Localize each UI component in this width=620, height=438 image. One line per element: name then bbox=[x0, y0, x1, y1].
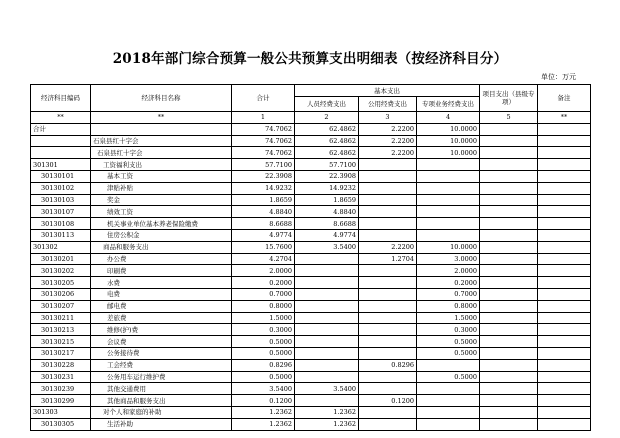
cell-personnel: 14.9232 bbox=[295, 182, 359, 194]
cell-name: 会议费 bbox=[91, 336, 232, 348]
cell-code: 合计 bbox=[31, 123, 91, 135]
cell-total: 0.1200 bbox=[232, 395, 295, 407]
header-code: 经济科目编码 bbox=[31, 85, 91, 112]
index-cell: ** bbox=[31, 112, 91, 124]
cell-project bbox=[480, 406, 538, 418]
cell-total: 2.0000 bbox=[232, 265, 295, 277]
budget-table bbox=[30, 84, 591, 431]
header-basic: 基本支出 bbox=[295, 85, 480, 97]
index-cell: 3 bbox=[359, 112, 417, 124]
cell-name: 机关事业单位基本养老保险缴费 bbox=[91, 218, 232, 230]
cell-name: 石泉县红十字会 bbox=[91, 147, 232, 159]
cell-project bbox=[480, 147, 538, 159]
cell-remark bbox=[538, 147, 591, 159]
cell-personnel: 22.3908 bbox=[295, 170, 359, 182]
cell-code: 30130201 bbox=[31, 253, 91, 265]
cell-public bbox=[359, 300, 417, 312]
cell-project bbox=[480, 253, 538, 265]
cell-special bbox=[417, 395, 480, 407]
table-row bbox=[31, 277, 591, 289]
cell-personnel bbox=[295, 336, 359, 348]
cell-public: 0.1200 bbox=[359, 395, 417, 407]
cell-total: 0.3000 bbox=[232, 324, 295, 336]
cell-special: 3.0000 bbox=[417, 253, 480, 265]
cell-code: 30130305 bbox=[31, 418, 91, 430]
cell-remark bbox=[538, 359, 591, 371]
cell-special: 10.0000 bbox=[417, 147, 480, 159]
cell-total: 4.9774 bbox=[232, 229, 295, 241]
cell-personnel: 57.7100 bbox=[295, 159, 359, 171]
cell-code: 30130217 bbox=[31, 347, 91, 359]
index-cell: ** bbox=[538, 112, 591, 124]
header-special: 专项业务经费支出 bbox=[417, 97, 480, 112]
cell-special bbox=[417, 206, 480, 218]
cell-total: 0.2000 bbox=[232, 277, 295, 289]
cell-total: 22.3908 bbox=[232, 170, 295, 182]
cell-remark bbox=[538, 406, 591, 418]
cell-code: 301302 bbox=[31, 241, 91, 253]
cell-name: 公务用车运行维护费 bbox=[91, 371, 232, 383]
cell-public: 2.2200 bbox=[359, 147, 417, 159]
cell-public bbox=[359, 347, 417, 359]
cell-public: 0.8296 bbox=[359, 359, 417, 371]
cell-total: 57.7100 bbox=[232, 159, 295, 171]
cell-name: 差旅费 bbox=[91, 312, 232, 324]
cell-project bbox=[480, 182, 538, 194]
cell-remark bbox=[538, 418, 591, 430]
cell-public bbox=[359, 218, 417, 230]
cell-special bbox=[417, 406, 480, 418]
cell-special: 0.2000 bbox=[417, 277, 480, 289]
cell-remark bbox=[538, 159, 591, 171]
cell-code bbox=[31, 135, 91, 147]
cell-project bbox=[480, 324, 538, 336]
cell-project bbox=[480, 418, 538, 430]
cell-project bbox=[480, 336, 538, 348]
cell-public bbox=[359, 170, 417, 182]
cell-special bbox=[417, 383, 480, 395]
cell-code: 30130215 bbox=[31, 336, 91, 348]
cell-code: 30130211 bbox=[31, 312, 91, 324]
cell-total: 3.5400 bbox=[232, 383, 295, 395]
cell-project bbox=[480, 395, 538, 407]
table-row bbox=[31, 418, 591, 430]
cell-code: 30130202 bbox=[31, 265, 91, 277]
index-cell: 5 bbox=[480, 112, 538, 124]
cell-public: 2.2200 bbox=[359, 135, 417, 147]
cell-personnel: 62.4862 bbox=[295, 147, 359, 159]
cell-total: 14.9232 bbox=[232, 182, 295, 194]
cell-total: 0.5000 bbox=[232, 347, 295, 359]
cell-remark bbox=[538, 336, 591, 348]
cell-personnel bbox=[295, 395, 359, 407]
cell-public: 2.2200 bbox=[359, 123, 417, 135]
cell-name: 印刷费 bbox=[91, 265, 232, 277]
cell-total: 0.5000 bbox=[232, 336, 295, 348]
cell-name: 住房公积金 bbox=[91, 229, 232, 241]
cell-special: 10.0000 bbox=[417, 241, 480, 253]
header-total: 合计 bbox=[232, 85, 295, 112]
cell-total: 0.8000 bbox=[232, 300, 295, 312]
cell-remark bbox=[538, 347, 591, 359]
cell-total: 1.2362 bbox=[232, 406, 295, 418]
cell-code: 30130103 bbox=[31, 194, 91, 206]
cell-public bbox=[359, 336, 417, 348]
cell-public bbox=[359, 418, 417, 430]
cell-personnel: 3.5400 bbox=[295, 241, 359, 253]
index-cell: 4 bbox=[417, 112, 480, 124]
cell-code: 30130239 bbox=[31, 383, 91, 395]
cell-name: 奖金 bbox=[91, 194, 232, 206]
cell-total: 0.8296 bbox=[232, 359, 295, 371]
cell-remark bbox=[538, 170, 591, 182]
cell-public bbox=[359, 406, 417, 418]
cell-personnel: 62.4862 bbox=[295, 123, 359, 135]
cell-remark bbox=[538, 288, 591, 300]
cell-remark bbox=[538, 229, 591, 241]
header-personnel: 人员经费支出 bbox=[295, 97, 359, 112]
cell-code: 30130299 bbox=[31, 395, 91, 407]
cell-code: 30130228 bbox=[31, 359, 91, 371]
cell-remark bbox=[538, 241, 591, 253]
cell-special bbox=[417, 218, 480, 230]
cell-personnel: 1.8659 bbox=[295, 194, 359, 206]
cell-personnel: 8.6688 bbox=[295, 218, 359, 230]
cell-total: 8.6688 bbox=[232, 218, 295, 230]
cell-name: 邮电费 bbox=[91, 300, 232, 312]
cell-special bbox=[417, 194, 480, 206]
cell-public bbox=[359, 288, 417, 300]
cell-special: 0.5000 bbox=[417, 371, 480, 383]
unit-label: 单位：万元 bbox=[541, 73, 576, 81]
cell-personnel: 62.4862 bbox=[295, 135, 359, 147]
table-row bbox=[31, 324, 591, 336]
cell-public bbox=[359, 159, 417, 171]
table-row bbox=[31, 241, 591, 253]
cell-total: 74.7062 bbox=[232, 135, 295, 147]
table-row bbox=[31, 194, 591, 206]
cell-personnel bbox=[295, 265, 359, 277]
cell-remark bbox=[538, 371, 591, 383]
cell-total: 4.8840 bbox=[232, 206, 295, 218]
cell-personnel bbox=[295, 300, 359, 312]
cell-project bbox=[480, 135, 538, 147]
cell-personnel bbox=[295, 359, 359, 371]
cell-code: 30130206 bbox=[31, 288, 91, 300]
table-row bbox=[31, 371, 591, 383]
cell-public bbox=[359, 383, 417, 395]
cell-remark bbox=[538, 312, 591, 324]
cell-personnel bbox=[295, 312, 359, 324]
table-row bbox=[31, 147, 591, 159]
cell-project bbox=[480, 277, 538, 289]
cell-name: 生活补助 bbox=[91, 418, 232, 430]
cell-remark bbox=[538, 182, 591, 194]
cell-code: 30130101 bbox=[31, 170, 91, 182]
cell-remark bbox=[538, 123, 591, 135]
cell-personnel: 4.8840 bbox=[295, 206, 359, 218]
cell-total: 74.7062 bbox=[232, 123, 295, 135]
cell-special: 0.5000 bbox=[417, 347, 480, 359]
table-row bbox=[31, 182, 591, 194]
cell-special bbox=[417, 159, 480, 171]
table-row bbox=[31, 206, 591, 218]
cell-code bbox=[31, 147, 91, 159]
cell-remark bbox=[538, 265, 591, 277]
cell-total: 1.5000 bbox=[232, 312, 295, 324]
cell-remark bbox=[538, 218, 591, 230]
table-row bbox=[31, 359, 591, 371]
cell-personnel bbox=[295, 253, 359, 265]
cell-name: 对个人和家庭的补助 bbox=[91, 406, 232, 418]
cell-project bbox=[480, 347, 538, 359]
cell-personnel: 3.5400 bbox=[295, 383, 359, 395]
cell-name: 公务接待费 bbox=[91, 347, 232, 359]
table-row bbox=[31, 218, 591, 230]
cell-project bbox=[480, 312, 538, 324]
cell-special bbox=[417, 182, 480, 194]
cell-special: 0.7000 bbox=[417, 288, 480, 300]
cell-name: 维修(护)费 bbox=[91, 324, 232, 336]
cell-public bbox=[359, 371, 417, 383]
cell-project bbox=[480, 383, 538, 395]
report-title: 2018年部门综合预算一般公共预算支出明细表（按经济科目分） bbox=[112, 51, 508, 67]
table-row bbox=[31, 312, 591, 324]
cell-total: 1.8659 bbox=[232, 194, 295, 206]
cell-special: 10.0000 bbox=[417, 135, 480, 147]
cell-code: 301303 bbox=[31, 406, 91, 418]
cell-name: 办公费 bbox=[91, 253, 232, 265]
cell-project bbox=[480, 123, 538, 135]
cell-code: 30130213 bbox=[31, 324, 91, 336]
index-cell: 2 bbox=[295, 112, 359, 124]
cell-code: 30130231 bbox=[31, 371, 91, 383]
table-row bbox=[31, 265, 591, 277]
cell-remark bbox=[538, 324, 591, 336]
cell-special bbox=[417, 170, 480, 182]
cell-total: 15.7600 bbox=[232, 241, 295, 253]
table-row bbox=[31, 347, 591, 359]
cell-remark bbox=[538, 253, 591, 265]
cell-name: 石泉县红十字会 bbox=[91, 135, 232, 147]
cell-project bbox=[480, 218, 538, 230]
cell-total: 4.2704 bbox=[232, 253, 295, 265]
cell-special: 0.3000 bbox=[417, 324, 480, 336]
index-cell: ** bbox=[91, 112, 232, 124]
cell-remark bbox=[538, 206, 591, 218]
cell-name: 其他商品和服务支出 bbox=[91, 395, 232, 407]
cell-code: 30130108 bbox=[31, 218, 91, 230]
cell-name bbox=[91, 123, 232, 135]
cell-code: 30130107 bbox=[31, 206, 91, 218]
cell-special bbox=[417, 229, 480, 241]
table-row bbox=[31, 288, 591, 300]
cell-special: 0.8000 bbox=[417, 300, 480, 312]
cell-public bbox=[359, 277, 417, 289]
cell-special: 10.0000 bbox=[417, 123, 480, 135]
header-project: 项目支出（县级专项） bbox=[480, 85, 538, 112]
cell-name: 工资福利支出 bbox=[91, 159, 232, 171]
cell-project bbox=[480, 371, 538, 383]
cell-code: 30130113 bbox=[31, 229, 91, 241]
cell-special bbox=[417, 418, 480, 430]
cell-total: 1.2362 bbox=[232, 418, 295, 430]
cell-remark bbox=[538, 135, 591, 147]
cell-personnel bbox=[295, 371, 359, 383]
cell-public: 2.2200 bbox=[359, 241, 417, 253]
cell-project bbox=[480, 194, 538, 206]
cell-personnel bbox=[295, 347, 359, 359]
index-cell: 1 bbox=[232, 112, 295, 124]
cell-public bbox=[359, 182, 417, 194]
cell-personnel: 1.2362 bbox=[295, 418, 359, 430]
cell-public bbox=[359, 265, 417, 277]
header-public: 公用经费支出 bbox=[359, 97, 417, 112]
cell-remark bbox=[538, 383, 591, 395]
cell-name: 电费 bbox=[91, 288, 232, 300]
cell-special: 2.0000 bbox=[417, 265, 480, 277]
cell-personnel: 4.9774 bbox=[295, 229, 359, 241]
cell-remark bbox=[538, 277, 591, 289]
cell-special: 0.5000 bbox=[417, 336, 480, 348]
table-row bbox=[31, 300, 591, 312]
cell-code: 30130102 bbox=[31, 182, 91, 194]
cell-public bbox=[359, 229, 417, 241]
cell-name: 津贴补贴 bbox=[91, 182, 232, 194]
cell-public: 1.2704 bbox=[359, 253, 417, 265]
index-row bbox=[31, 112, 591, 124]
cell-code: 301301 bbox=[31, 159, 91, 171]
cell-project bbox=[480, 206, 538, 218]
cell-personnel bbox=[295, 277, 359, 289]
cell-personnel bbox=[295, 324, 359, 336]
cell-project bbox=[480, 288, 538, 300]
cell-public bbox=[359, 206, 417, 218]
header-remark: 备注 bbox=[538, 85, 591, 112]
cell-code: 30130207 bbox=[31, 300, 91, 312]
cell-remark bbox=[538, 300, 591, 312]
header-name: 经济科目名称 bbox=[91, 85, 232, 112]
table-row bbox=[31, 336, 591, 348]
cell-total: 0.7000 bbox=[232, 288, 295, 300]
cell-public bbox=[359, 194, 417, 206]
cell-name: 商品和服务支出 bbox=[91, 241, 232, 253]
cell-name: 其他交通费用 bbox=[91, 383, 232, 395]
cell-total: 0.5000 bbox=[232, 371, 295, 383]
cell-public bbox=[359, 312, 417, 324]
cell-project bbox=[480, 241, 538, 253]
table-row bbox=[31, 135, 591, 147]
cell-total: 74.7062 bbox=[232, 147, 295, 159]
cell-personnel: 1.2362 bbox=[295, 406, 359, 418]
cell-public bbox=[359, 324, 417, 336]
cell-project bbox=[480, 265, 538, 277]
table-row bbox=[31, 170, 591, 182]
cell-remark bbox=[538, 395, 591, 407]
table-row bbox=[31, 383, 591, 395]
cell-name: 水费 bbox=[91, 277, 232, 289]
cell-name: 绩效工资 bbox=[91, 206, 232, 218]
table-row bbox=[31, 395, 591, 407]
table-body bbox=[31, 123, 591, 430]
table-row bbox=[31, 229, 591, 241]
cell-code: 30130205 bbox=[31, 277, 91, 289]
cell-project bbox=[480, 229, 538, 241]
cell-project bbox=[480, 170, 538, 182]
cell-remark bbox=[538, 194, 591, 206]
table-row bbox=[31, 159, 591, 171]
cell-project bbox=[480, 300, 538, 312]
cell-project bbox=[480, 159, 538, 171]
cell-personnel bbox=[295, 288, 359, 300]
cell-name: 基本工资 bbox=[91, 170, 232, 182]
cell-special bbox=[417, 359, 480, 371]
cell-special: 1.5000 bbox=[417, 312, 480, 324]
table-row bbox=[31, 253, 591, 265]
cell-project bbox=[480, 359, 538, 371]
cell-name: 工会经费 bbox=[91, 359, 232, 371]
table-row bbox=[31, 123, 591, 135]
table-row bbox=[31, 406, 591, 418]
